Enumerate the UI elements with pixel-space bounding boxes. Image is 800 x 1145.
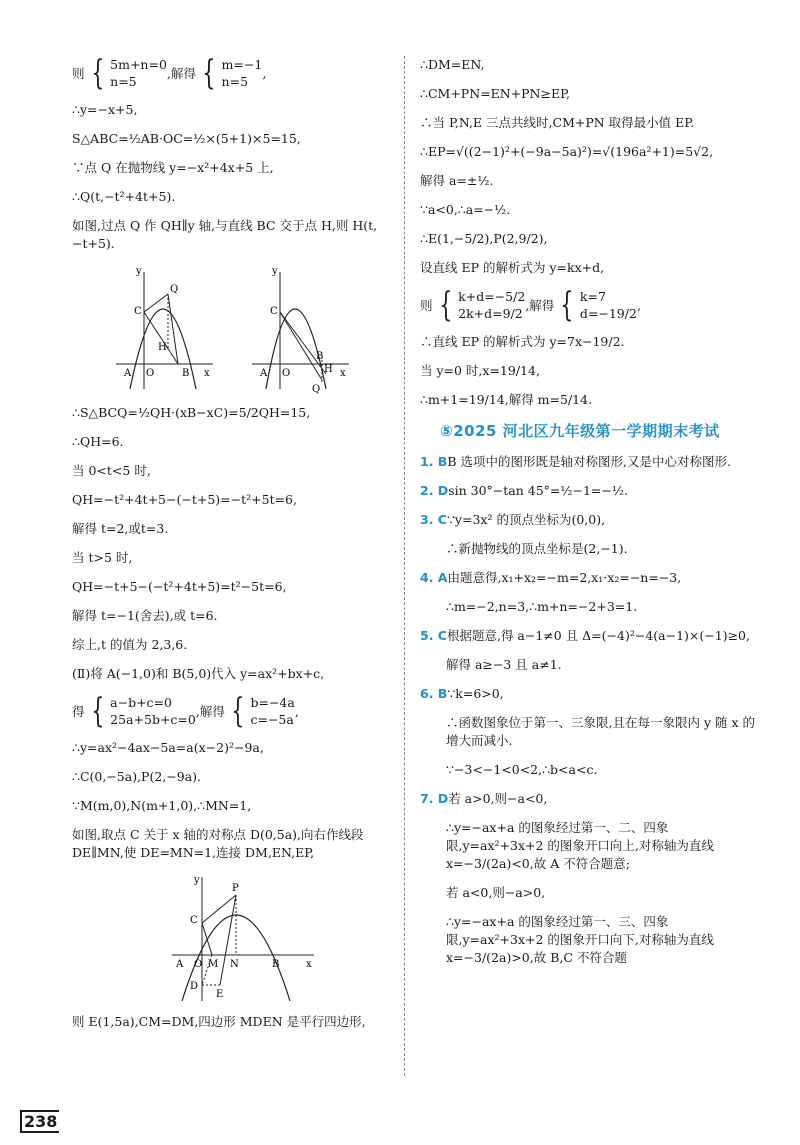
solution-line: ∴EP=√((2−1)²+(−9a−5a)²)=√(196a²+1)=5√2, <box>420 144 714 159</box>
figure-3 <box>168 873 318 1003</box>
figure-1 <box>108 264 218 394</box>
fig-label: O <box>194 959 203 970</box>
answer-item: ∴y=−ax+a 的图象经过第一、三、四象限,y=ax²+3x+2 的图象开口向下,对称轴为直线 x=−3/(2a)>0,故 B,C 不符合题 <box>446 914 714 965</box>
answer-item: 2. Dsin 30°−tan 45°=½−1=−½. <box>420 483 628 498</box>
fig-label: N <box>230 959 239 970</box>
answer-item: ∴m=−2,n=3,∴m+n=−2+3=1. <box>446 599 638 614</box>
fig-label: y <box>272 266 278 277</box>
fig-label: B <box>316 351 324 362</box>
solution-line: 解得 t=2,或t=3. <box>72 521 169 536</box>
answer-item: 7. D若 a>0,则−a<0, <box>420 791 548 806</box>
solution-line: 解得 a=±½. <box>420 173 494 188</box>
answer-item: ∵−3<−1<0<2,∴b<a<c. <box>446 762 598 777</box>
answer-item: 若 a<0,则−a>0, <box>446 885 546 900</box>
parabola-figures <box>108 264 394 394</box>
solution-line: ∴m+1=19/14,解得 m=5/14. <box>420 392 593 407</box>
left-column <box>72 53 394 1042</box>
answer-item: ∴函数图象位于第一、三象限,且在每一象限内 y 随 x 的增大而减小. <box>446 715 755 748</box>
fig-label: x <box>204 368 210 379</box>
fig-label: y <box>194 875 200 886</box>
answer-item: 解得 a≥−3 且 a≠1. <box>446 657 562 672</box>
fig-label: P <box>232 883 239 894</box>
solution-line: QH=−t²+4t+5−(−t+5)=−t²+5t=6, <box>72 492 297 507</box>
fig-label: y <box>136 266 142 277</box>
solution-line: 如图,过点 Q 作 QH∥y 轴,与直线 BC 交于点 H,则 H(t,−t+5). <box>72 218 378 251</box>
exam-section-title: ⑤2025 河北区九年级第一学期期末考试 <box>440 422 720 440</box>
fig-label: D <box>190 981 199 992</box>
answer-item: 3. C∵y=3x² 的顶点坐标为(0,0), <box>420 512 606 527</box>
solution-line: (Ⅱ)将 A(−1,0)和 B(5,0)代入 y=ax²+bx+c, <box>72 666 325 681</box>
fig-label: Q <box>312 384 321 394</box>
fig-label: H <box>324 364 333 375</box>
fig-label: H <box>158 342 167 353</box>
fig-label: x <box>340 368 346 379</box>
solution-line: 综上,t 的值为 2,3,6. <box>72 637 188 652</box>
figure-2 <box>244 264 354 394</box>
solution-line: ∴QH=6. <box>72 434 124 449</box>
fig-label: B <box>182 368 190 379</box>
answer-item: 4. A由题意得,x₁+x₂=−m=2,x₁·x₂=−n=−3, <box>420 570 682 585</box>
solution-line: 当 0<t<5 时, <box>72 463 151 478</box>
page-number: 238 <box>20 1112 59 1131</box>
fig-label: A <box>260 368 268 379</box>
answer-item: 5. C根据题意,得 a−1≠0 且 Δ=(−4)²−4(a−1)×(−1)≥0, <box>420 628 750 643</box>
answer-item: ∴y=−ax+a 的图象经过第一、二、四象限,y=ax²+3x+2 的图象开口向上,对称轴为直线 x=−3/(2a)<0,故 A 不符合题意; <box>446 820 714 871</box>
solution-line: 解得 t=−1(舍去),或 t=6. <box>72 608 218 623</box>
column-divider <box>404 56 405 1076</box>
solution-line: ∴Q(t,−t²+4t+5). <box>72 189 176 204</box>
solution-line: S△ABC=½AB·OC=½×(5+1)×5=15, <box>72 131 301 146</box>
fig-label: x <box>306 959 312 970</box>
solution-line: QH=−t+5−(−t²+4t+5)=t²−5t=6, <box>72 579 287 594</box>
fig-label: A <box>176 959 184 970</box>
solution-line: ∴y=−x+5, <box>72 102 138 117</box>
solution-line: 当 y=0 时,x=19/14, <box>420 363 540 378</box>
solution-line: 则 E(1,5a),CM=DM,四边形 MDEN 是平行四边形, <box>72 1014 366 1029</box>
fig-label: B <box>272 959 280 970</box>
solution-line: ∴E(1,−5/2),P(2,9/2), <box>420 231 548 246</box>
solution-line: ∴CM+PN=EN+PN≥EP, <box>420 86 570 101</box>
solution-line: 设直线 EP 的解析式为 y=kx+d, <box>420 260 605 275</box>
fig-label: A <box>124 368 132 379</box>
solution-line: 如图,取点 C 关于 x 轴的对称点 D(0,5a),向右作线段 DE∥MN,使 DE=MN=1,连接 DM,EN,EP, <box>72 827 364 860</box>
fig-label: O <box>146 368 155 379</box>
right-column <box>420 56 760 978</box>
solution-line: ∴y=ax²−4ax−5a=a(x−2)²−9a, <box>72 740 264 755</box>
fig-label: E <box>216 989 224 1000</box>
solution-line: ∴S△BCQ=½QH·(xB−xC)=5/2QH=15, <box>72 405 311 420</box>
equation-system-2: 得 { a−b+c=0 25a+5b+c=0 ,解得 { b=−4a c=−5a , <box>72 691 299 731</box>
solution-line: ∵a<0,∴a=−½. <box>420 202 511 217</box>
solution-line: ∴C(0,−5a),P(2,−9a). <box>72 769 201 784</box>
fig-label: M <box>208 959 219 970</box>
answer-item: 6. B∵k=6>0, <box>420 686 504 701</box>
fig-label: O <box>282 368 291 379</box>
solution-line: ∵M(m,0),N(m+1,0),∴MN=1, <box>72 798 252 813</box>
equation-system-1: 则 { 5m+n=0 n=5 ,解得 { m=−1 n=5 , <box>72 53 267 93</box>
solution-line: ∴DM=EN, <box>420 57 485 72</box>
solution-line: 当 t>5 时, <box>72 550 133 565</box>
fig-label: Q <box>170 284 179 295</box>
equation-system-3: 则 { k+d=−5/2 2k+d=9/2 ,解得 { k=7 d=−19/2 , <box>420 285 641 325</box>
answer-list <box>420 453 760 967</box>
answer-item: 1. BB 选项中的图形既是轴对称图形,又是中心对称图形. <box>420 454 731 469</box>
fig-label: C <box>270 306 278 317</box>
fig-label: C <box>190 915 198 926</box>
answer-item: ∴新抛物线的顶点坐标是(2,−1). <box>446 541 628 556</box>
fig-label: C <box>134 306 142 317</box>
solution-line: ∵点 Q 在抛物线 y=−x²+4x+5 上, <box>72 160 274 175</box>
solution-line: ∴当 P,N,E 三点共线时,CM+PN 取得最小值 EP. <box>420 115 695 130</box>
solution-line: ∴直线 EP 的解析式为 y=7x−19/2. <box>420 334 625 349</box>
